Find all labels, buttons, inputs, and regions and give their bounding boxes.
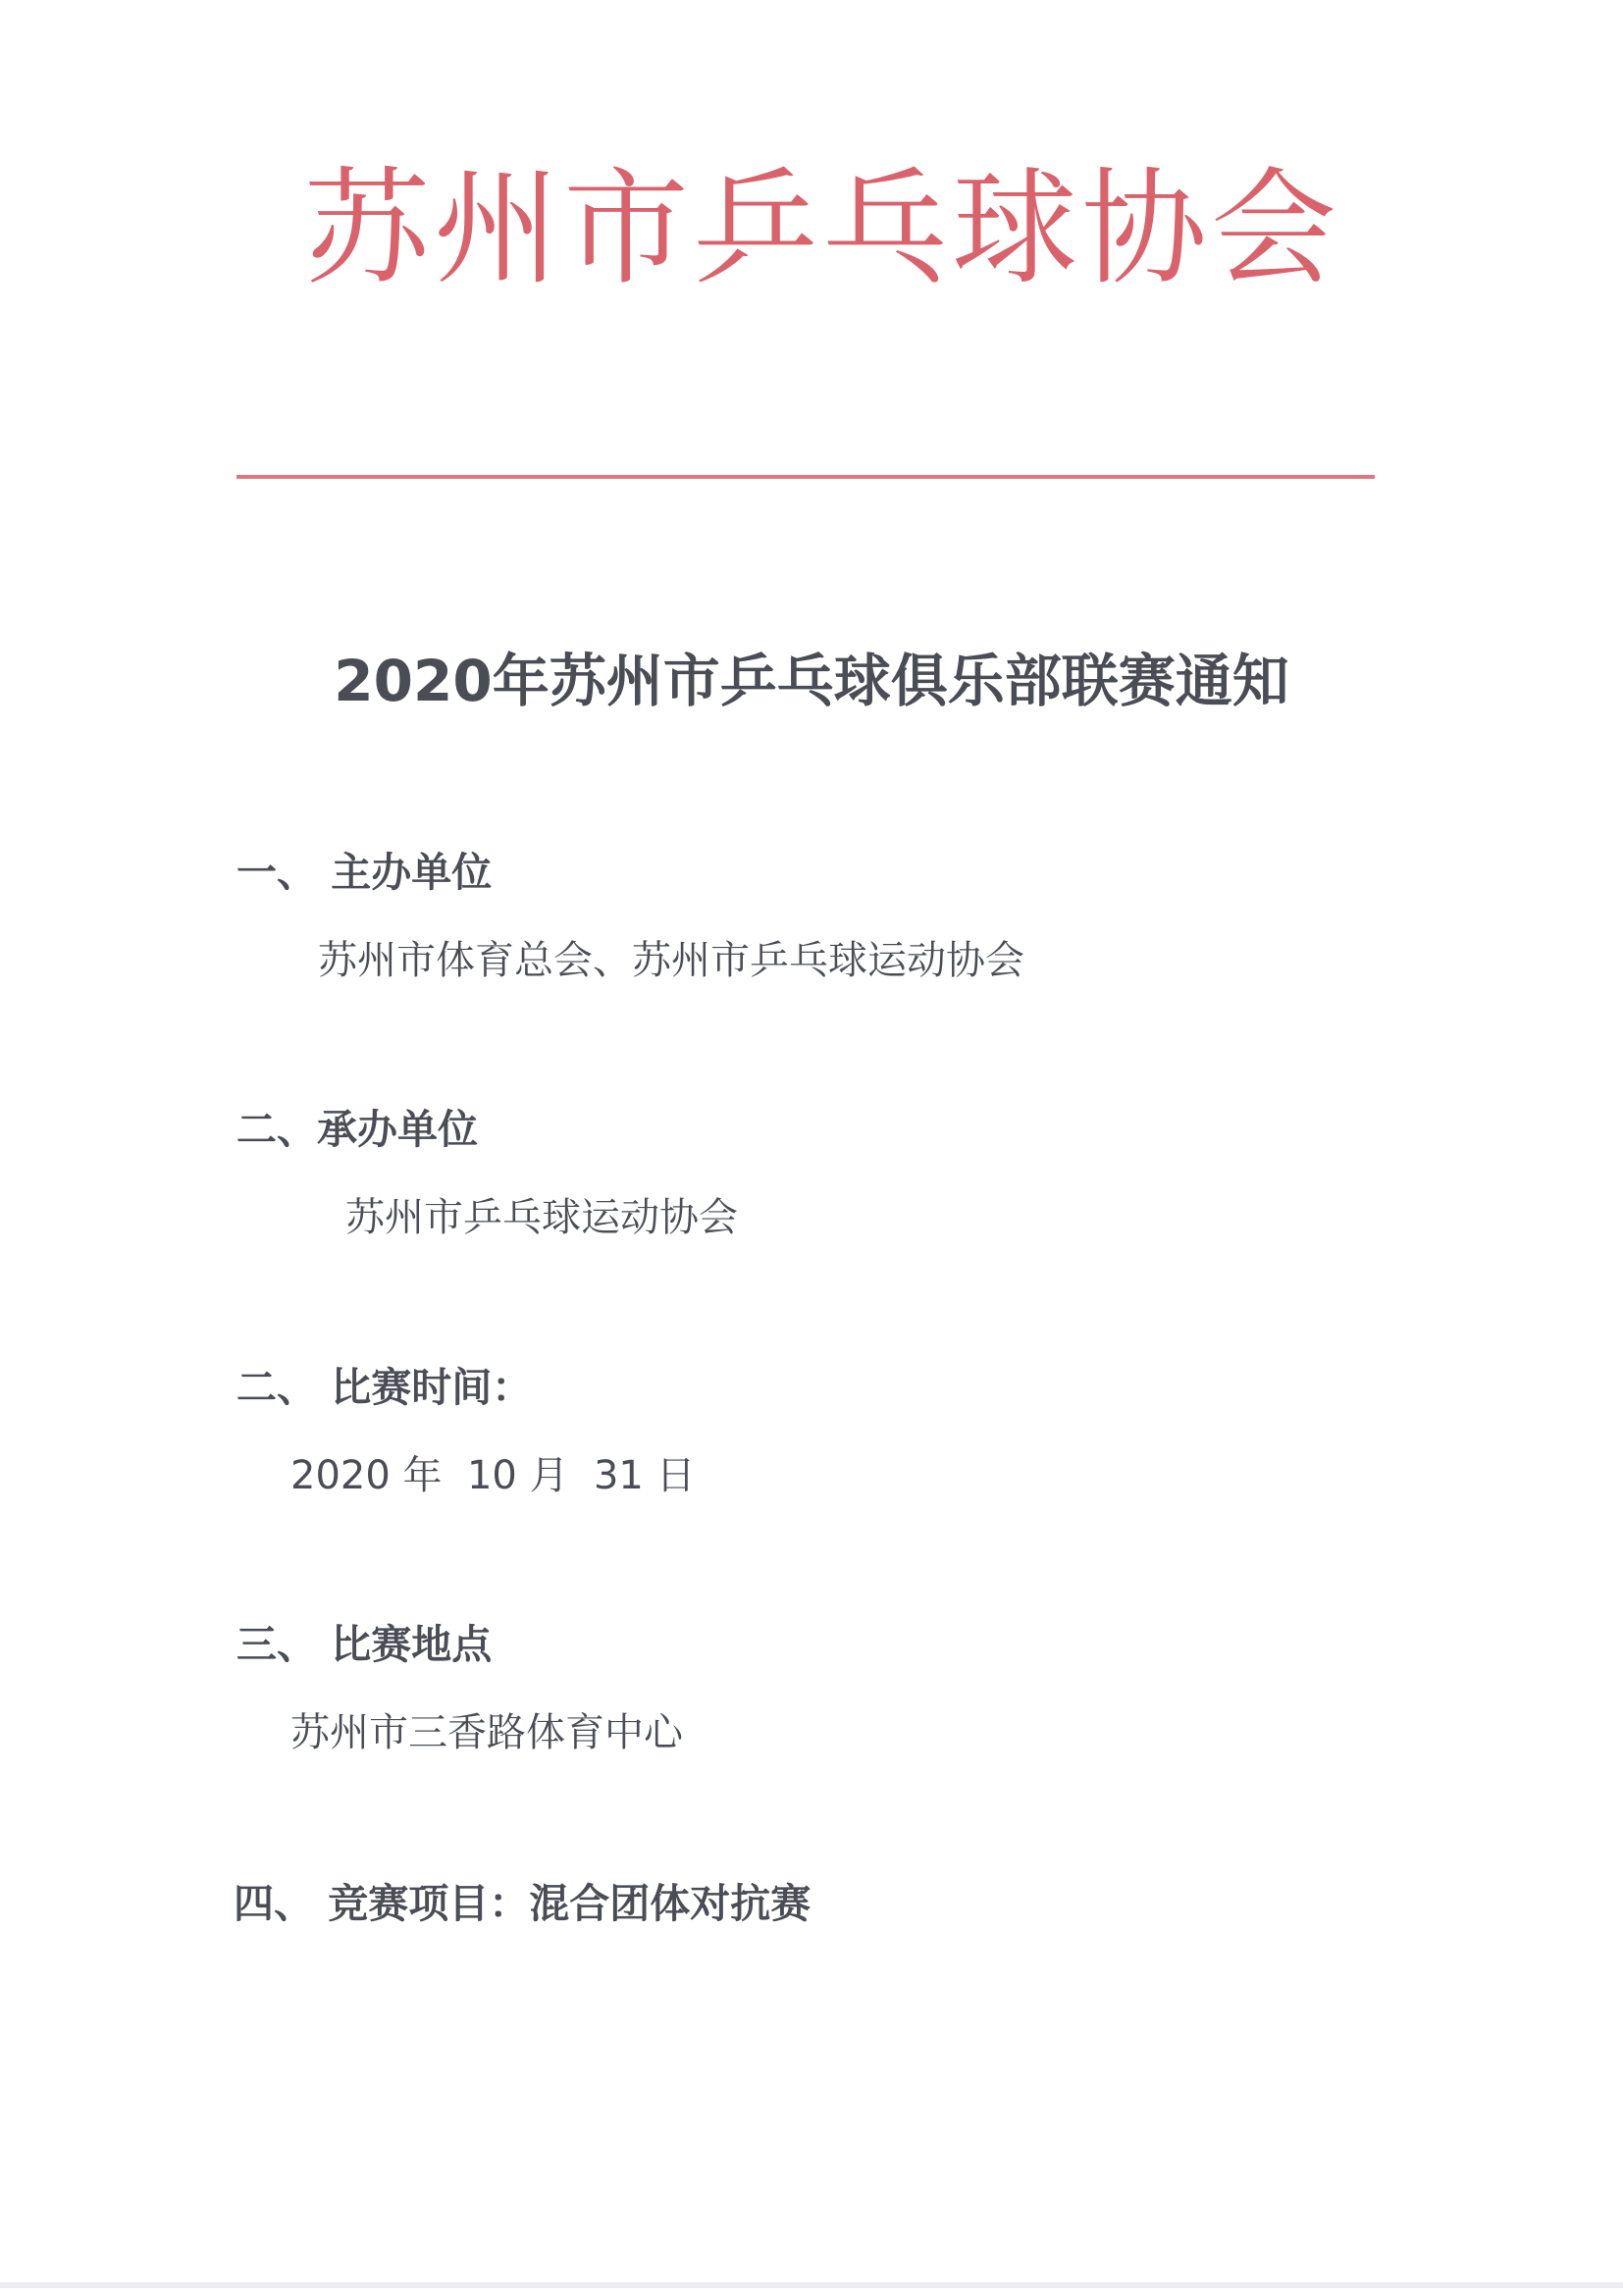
section-4-heading: 三、 比赛地点 (236, 1621, 493, 1668)
section-2-content: 苏州市乒乓球运动协会 (345, 1195, 738, 1240)
page-bottom-edge (0, 2282, 1623, 2288)
section-3-content: 2020 年 10 月 31 日 (290, 1453, 696, 1498)
section-3-heading: 二、 比赛时间： (236, 1364, 533, 1411)
document-title: 2020年苏州市乒乓球俱乐部联赛通知 (334, 648, 1289, 714)
section-1-heading: 一、 主办单位 (236, 849, 493, 896)
section-1-content: 苏州市体育总会、苏州市乒乓球运动协会 (318, 938, 1024, 983)
section-4-content: 苏州市三香路体育中心 (290, 1710, 683, 1755)
letterhead-divider (236, 475, 1375, 479)
section-2-heading: 二、承办单位 (236, 1106, 478, 1153)
letterhead-title: 苏州市乒乓球协会 (304, 156, 1341, 302)
section-5-heading: 四、 竞赛项目：混合团体对抗赛 (234, 1880, 812, 1927)
